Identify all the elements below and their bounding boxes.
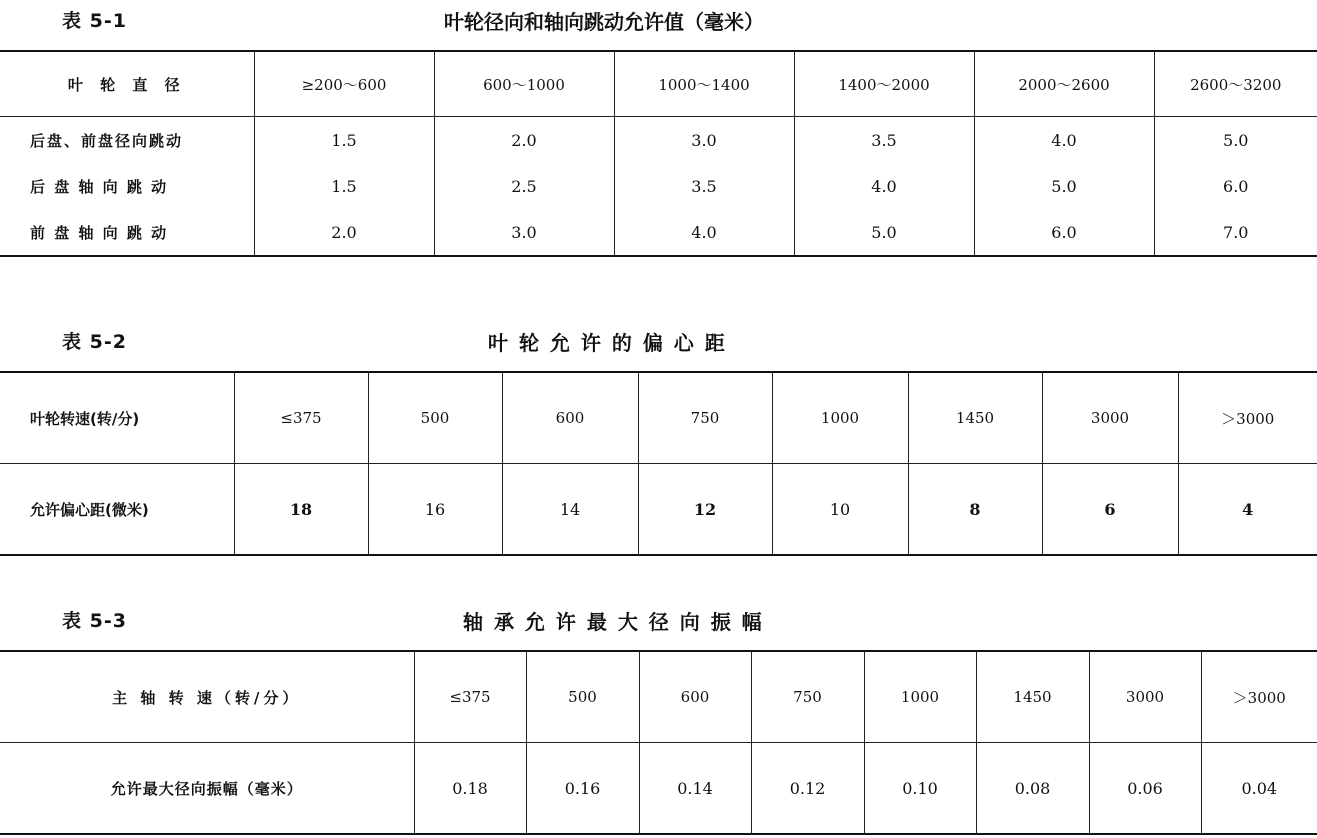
table-row bbox=[0, 163, 1317, 209]
header-cell: 1000～1400 bbox=[614, 51, 794, 117]
header-cell: 1000 bbox=[864, 651, 976, 743]
table-cell: 0.18 bbox=[414, 743, 526, 835]
table-cell: 6.0 bbox=[974, 209, 1154, 256]
table-caption bbox=[0, 6, 1317, 38]
table-header-row bbox=[0, 372, 1317, 464]
table-cell: 6.0 bbox=[1154, 163, 1317, 209]
header-cell: 1400～2000 bbox=[794, 51, 974, 117]
header-cell: 600 bbox=[502, 372, 638, 464]
table-header-row bbox=[0, 51, 1317, 117]
table-cell: 0.08 bbox=[976, 743, 1089, 835]
table-cell: 3.5 bbox=[614, 163, 794, 209]
header-cell: 500 bbox=[368, 372, 502, 464]
table-cell: 6 bbox=[1042, 464, 1178, 556]
table-header-row bbox=[0, 651, 1317, 743]
table-row bbox=[0, 464, 1317, 556]
table-label: 表 5-1 bbox=[62, 10, 127, 32]
header-cell: 600 bbox=[639, 651, 751, 743]
table-cell: 1.5 bbox=[254, 117, 434, 164]
header-cell: 3000 bbox=[1042, 372, 1178, 464]
header-cell: ≥200～600 bbox=[254, 51, 434, 117]
table-title: 轴 承 允 许 最 大 径 向 振 幅 bbox=[463, 610, 764, 634]
header-cell: 叶轮转速(转/分) bbox=[0, 372, 234, 464]
table-cell: 4 bbox=[1178, 464, 1317, 556]
header-cell: 750 bbox=[638, 372, 772, 464]
table-cell: 5.0 bbox=[794, 209, 974, 256]
table-label: 表 5-3 bbox=[62, 610, 127, 632]
table-title: 叶轮径向和轴向跳动允许值（毫米） bbox=[444, 10, 764, 34]
header-cell: 1000 bbox=[772, 372, 908, 464]
table-row bbox=[0, 743, 1317, 835]
header-cell: 2600～3200 bbox=[1154, 51, 1317, 117]
row-label: 后盘、前盘径向跳动 bbox=[30, 131, 184, 150]
table-cell: 4.0 bbox=[974, 117, 1154, 164]
table-cell: 5.0 bbox=[974, 163, 1154, 209]
table-label: 表 5-2 bbox=[62, 331, 127, 353]
row-label: 后 盘 轴 向 跳 动 bbox=[30, 177, 169, 196]
table-cell: 18 bbox=[234, 464, 368, 556]
header-cell: ≤375 bbox=[414, 651, 526, 743]
row-label: 允许偏心距(微米) bbox=[30, 500, 149, 519]
table-cell: 2.0 bbox=[434, 117, 614, 164]
runout-table bbox=[0, 50, 1317, 257]
header-cell: ＞3000 bbox=[1201, 651, 1317, 743]
table-caption bbox=[0, 606, 1317, 638]
row-label: 前 盘 轴 向 跳 动 bbox=[30, 223, 169, 242]
table-cell: 1.5 bbox=[254, 163, 434, 209]
table-cell: 4.0 bbox=[614, 209, 794, 256]
table-cell: 4.0 bbox=[794, 163, 974, 209]
eccentricity-table bbox=[0, 371, 1317, 556]
header-cell: ≤375 bbox=[234, 372, 368, 464]
table-cell: 3.0 bbox=[434, 209, 614, 256]
table-cell: 0.04 bbox=[1201, 743, 1317, 835]
table-row bbox=[0, 117, 1317, 164]
table-cell: 0.10 bbox=[864, 743, 976, 835]
header-cell: 2000～2600 bbox=[974, 51, 1154, 117]
table-cell: 10 bbox=[772, 464, 908, 556]
table-cell: 0.16 bbox=[526, 743, 639, 835]
table-cell: 3.5 bbox=[794, 117, 974, 164]
table-caption bbox=[0, 327, 1317, 359]
table-cell: 12 bbox=[638, 464, 772, 556]
header-cell: 1450 bbox=[908, 372, 1042, 464]
table-cell: 3.0 bbox=[614, 117, 794, 164]
header-cell: 3000 bbox=[1089, 651, 1201, 743]
table-cell: 14 bbox=[502, 464, 638, 556]
table-title: 叶 轮 允 许 的 偏 心 距 bbox=[488, 331, 727, 355]
header-cell: 600～1000 bbox=[434, 51, 614, 117]
header-cell: 1450 bbox=[976, 651, 1089, 743]
table-cell: 7.0 bbox=[1154, 209, 1317, 256]
header-cell: 叶 轮 直 径 bbox=[0, 51, 254, 117]
header-cell: 500 bbox=[526, 651, 639, 743]
table-cell: 0.06 bbox=[1089, 743, 1201, 835]
vibration-table bbox=[0, 650, 1317, 835]
table-cell: 8 bbox=[908, 464, 1042, 556]
table-row bbox=[0, 209, 1317, 256]
table-cell: 2.0 bbox=[254, 209, 434, 256]
table-cell: 16 bbox=[368, 464, 502, 556]
table-cell: 0.14 bbox=[639, 743, 751, 835]
header-cell: 750 bbox=[751, 651, 864, 743]
table-cell: 2.5 bbox=[434, 163, 614, 209]
header-cell: 主 轴 转 速（转/分） bbox=[0, 651, 414, 743]
row-label: 允许最大径向振幅（毫米） bbox=[110, 779, 303, 798]
table-cell: 5.0 bbox=[1154, 117, 1317, 164]
table-cell: 0.12 bbox=[751, 743, 864, 835]
header-cell: ＞3000 bbox=[1178, 372, 1317, 464]
